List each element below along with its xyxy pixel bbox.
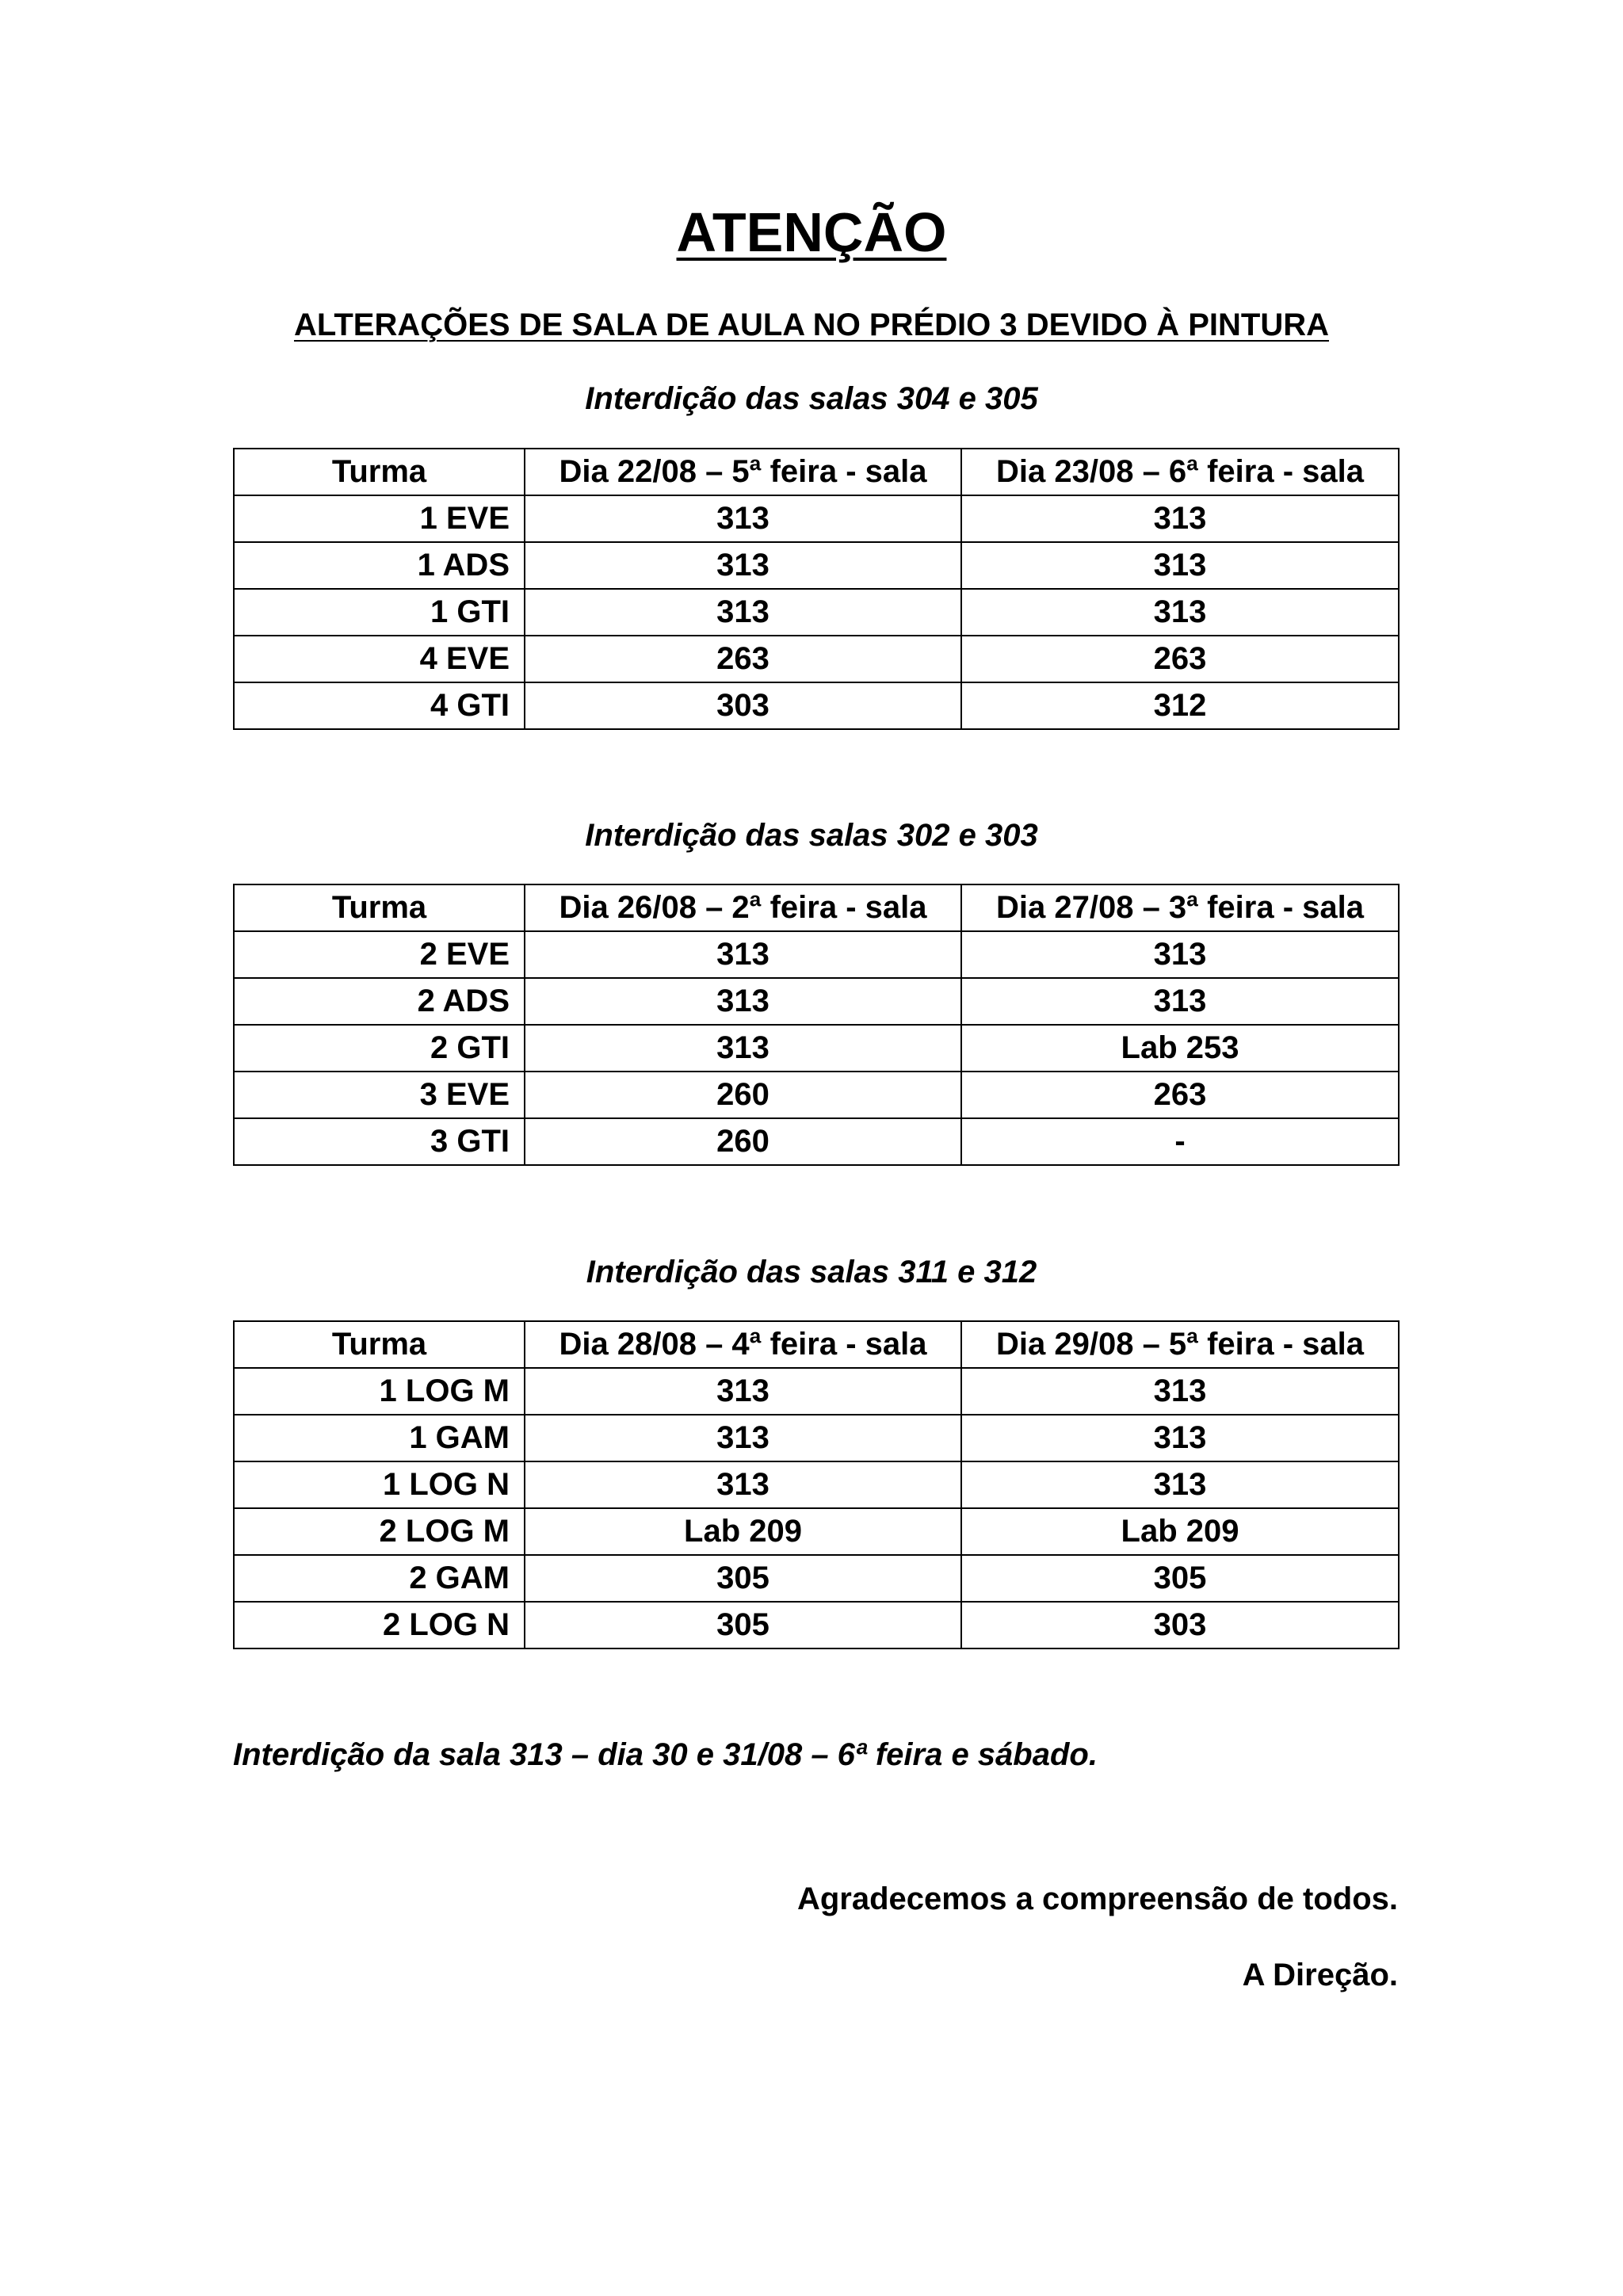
column-header-turma: Turma [234, 884, 525, 931]
room-cell: 303 [961, 1602, 1399, 1648]
room-cell: 305 [961, 1555, 1399, 1602]
table-row [234, 682, 1399, 729]
room-cell: 313 [961, 542, 1399, 589]
table-row [234, 978, 1399, 1025]
column-header-day-2: Dia 29/08 – 5ª feira - sala [961, 1321, 1399, 1368]
table-row [234, 1415, 1399, 1461]
room-cell: 313 [961, 589, 1399, 636]
room-cell: 313 [525, 542, 961, 589]
table-row [234, 1072, 1399, 1118]
table-row [234, 589, 1399, 636]
room-cell: 313 [961, 1368, 1399, 1415]
thanks-text: Agradecemos a compreensão de todos. [796, 1881, 1398, 1916]
turma-cell: 2 LOG N [234, 1602, 525, 1648]
column-header-turma: Turma [234, 1321, 525, 1368]
turma-cell: 3 EVE [234, 1072, 525, 1118]
room-cell: 313 [525, 1461, 961, 1508]
turma-cell: 1 GAM [234, 1415, 525, 1461]
turma-cell: 1 EVE [234, 495, 525, 542]
turma-cell: 1 LOG N [234, 1461, 525, 1508]
table-row [234, 1368, 1399, 1415]
turma-cell: 3 GTI [234, 1118, 525, 1165]
turma-cell: 1 GTI [234, 589, 525, 636]
room-cell: 313 [525, 1368, 961, 1415]
turma-cell: 4 EVE [234, 636, 525, 682]
room-cell: Lab 209 [525, 1508, 961, 1555]
table-header-row [234, 1321, 1399, 1368]
page-subtitle: ALTERAÇÕES DE SALA DE AULA NO PRÉDIO 3 DEVIDO À PINTURA [293, 308, 1329, 342]
column-header-day-1: Dia 26/08 – 2ª feira - sala [525, 884, 961, 931]
turma-cell: 2 GAM [234, 1555, 525, 1602]
table-row [234, 1461, 1399, 1508]
room-cell: Lab 253 [961, 1025, 1399, 1072]
section-heading-1: Interdição das salas 304 e 305 [585, 381, 1038, 416]
column-header-day-1: Dia 22/08 – 5ª feira - sala [525, 449, 961, 495]
column-header-day-1: Dia 28/08 – 4ª feira - sala [525, 1321, 961, 1368]
room-cell: 260 [525, 1118, 961, 1165]
turma-cell: 4 GTI [234, 682, 525, 729]
room-cell: 313 [961, 931, 1399, 978]
room-cell: 313 [961, 495, 1399, 542]
room-cell: 313 [961, 978, 1399, 1025]
room-cell: 305 [525, 1602, 961, 1648]
section-heading-3: Interdição das salas 311 e 312 [586, 1255, 1037, 1289]
page-title: ATENÇÃO [676, 201, 947, 263]
room-cell: 313 [525, 589, 961, 636]
table-row [234, 1555, 1399, 1602]
room-cell: 313 [961, 1415, 1399, 1461]
room-cell: 313 [525, 495, 961, 542]
column-header-day-2: Dia 23/08 – 6ª feira - sala [961, 449, 1399, 495]
table-row [234, 495, 1399, 542]
table-row [234, 931, 1399, 978]
room-cell: 263 [961, 1072, 1399, 1118]
room-cell: 313 [525, 931, 961, 978]
table-row [234, 1118, 1399, 1165]
room-cell: 305 [525, 1555, 961, 1602]
schedule-table-2 [233, 884, 1400, 1166]
room-cell: 313 [525, 1415, 961, 1461]
turma-cell: 2 LOG M [234, 1508, 525, 1555]
room-cell: 312 [961, 682, 1399, 729]
turma-cell: 2 EVE [234, 931, 525, 978]
column-header-day-2: Dia 27/08 – 3ª feira - sala [961, 884, 1399, 931]
table-row [234, 1025, 1399, 1072]
room-cell: 263 [961, 636, 1399, 682]
turma-cell: 2 GTI [234, 1025, 525, 1072]
room-cell: - [961, 1118, 1399, 1165]
room-cell: 263 [525, 636, 961, 682]
table-header-row [234, 449, 1399, 495]
turma-cell: 1 ADS [234, 542, 525, 589]
room-cell: Lab 209 [961, 1508, 1399, 1555]
room-cell: 313 [525, 978, 961, 1025]
turma-cell: 2 ADS [234, 978, 525, 1025]
room-313-note: Interdição da sala 313 – dia 30 e 31/08 – 6ª feira e sábado. [233, 1737, 1098, 1772]
schedule-table-3 [233, 1320, 1400, 1649]
room-cell: 303 [525, 682, 961, 729]
signature-text: A Direção. [1242, 1958, 1398, 1992]
table-row [234, 636, 1399, 682]
table-header-row [234, 884, 1399, 931]
turma-cell: 1 LOG M [234, 1368, 525, 1415]
table-row [234, 542, 1399, 589]
section-heading-2: Interdição das salas 302 e 303 [585, 818, 1038, 853]
table-row [234, 1508, 1399, 1555]
room-cell: 260 [525, 1072, 961, 1118]
room-cell: 313 [961, 1461, 1399, 1508]
room-cell: 313 [525, 1025, 961, 1072]
table-row [234, 1602, 1399, 1648]
schedule-table-1 [233, 448, 1400, 730]
column-header-turma: Turma [234, 449, 525, 495]
